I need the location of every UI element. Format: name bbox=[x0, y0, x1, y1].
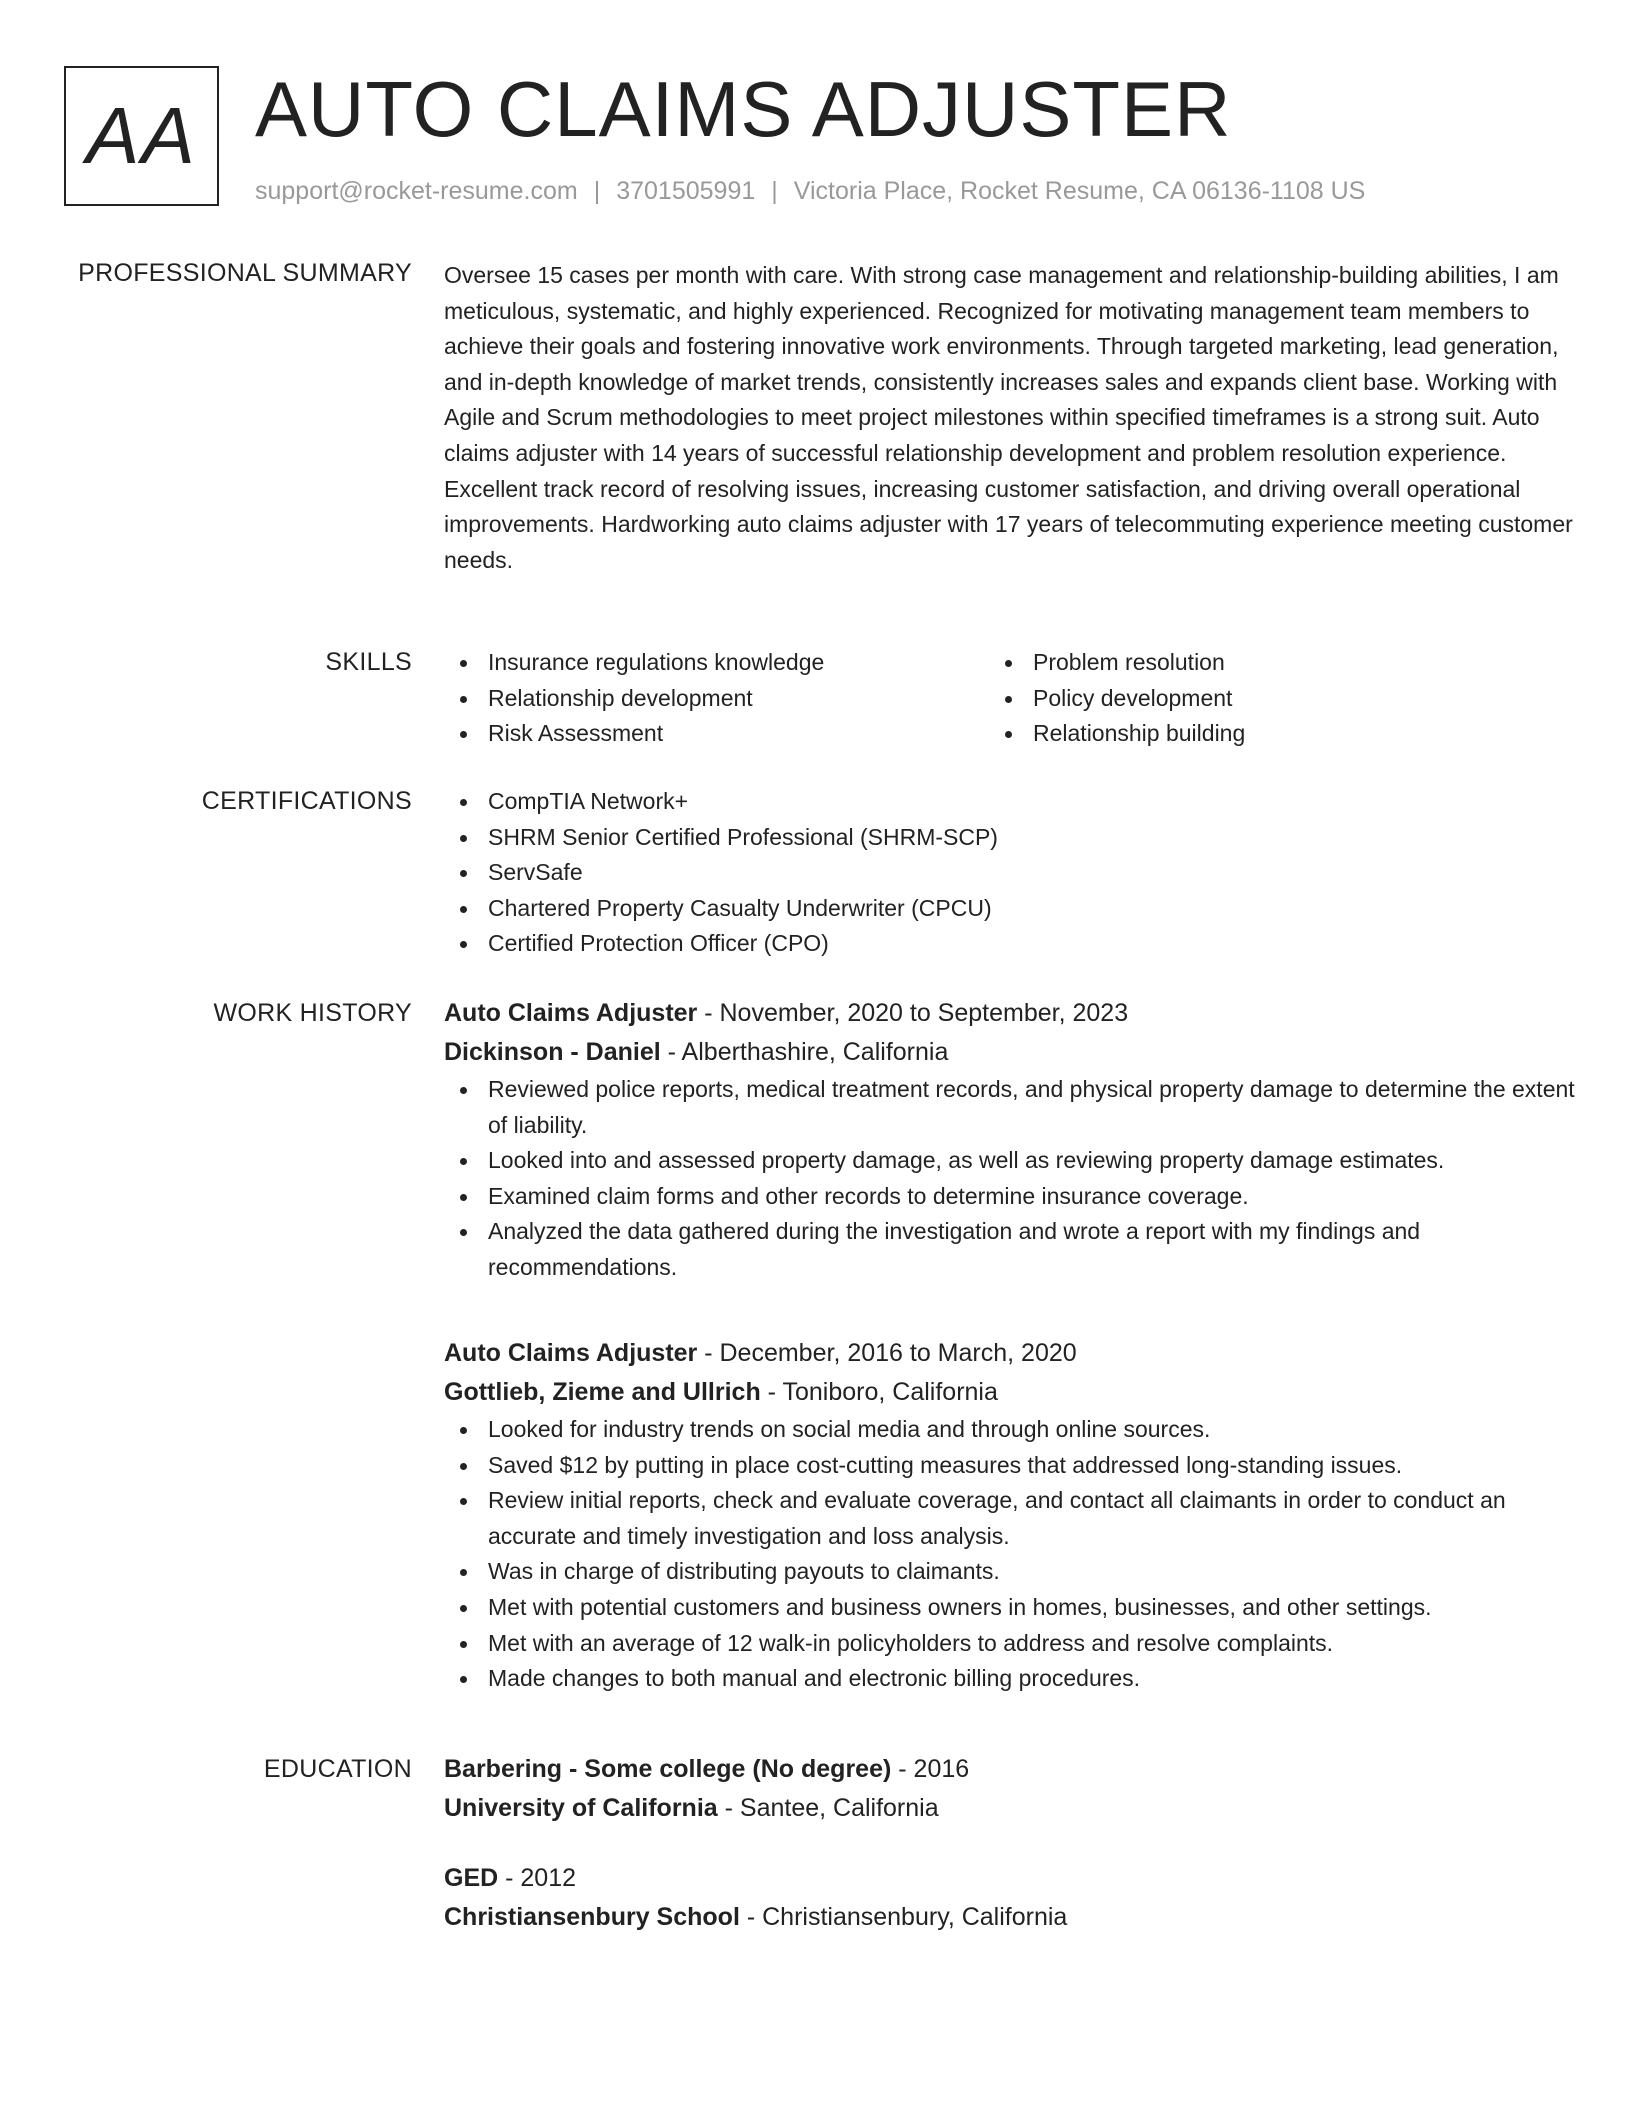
job-location: - Alberthashire, California bbox=[660, 1038, 949, 1066]
summary-text: Oversee 15 cases per month with care. With strong case management and relationship-building abilities, I am meticulous, systematic, and highly experienced. Recognized for motivating management team members to achieve their goals and fostering innovative work environments. Through targeted marketing, lead generation, and in-depth knowledge of market trends, consistently increases sales and expands client base. Working with Agile and Scrum methodologies to meet project milestones within specified timeframes is a strong suit. Auto claims adjuster with 14 years of successful relationship development and problem resolution experience. Excellent track record of resolving issues, increasing customer satisfaction, and driving overall operational improvements. Hardworking auto claims adjuster with 17 years of telecommuting experience meeting customer needs. bbox=[444, 262, 1573, 573]
monogram-box bbox=[64, 66, 219, 206]
education-school: University of California bbox=[444, 1794, 718, 1822]
skill-item: Relationship building bbox=[989, 716, 1489, 752]
education-degree: Barbering - Some college (No degree) bbox=[444, 1755, 892, 1783]
job-entry bbox=[444, 994, 1584, 1286]
monogram: AA bbox=[86, 91, 197, 180]
job-bullet: Made changes to both manual and electronic billing procedures. bbox=[444, 1661, 1584, 1697]
job-company-line bbox=[444, 1033, 1584, 1072]
certifications-list bbox=[444, 784, 1584, 962]
education-location: - Santee, California bbox=[717, 1794, 939, 1822]
job-company-line bbox=[444, 1373, 1584, 1412]
job-title-line bbox=[444, 994, 1584, 1033]
resume-title: AUTO CLAIMS ADJUSTER bbox=[255, 65, 1232, 153]
resume-header bbox=[64, 66, 1584, 211]
job-bullet: Analyzed the data gathered during the investigation and wrote a report with my findings and recommendations. bbox=[444, 1214, 1584, 1285]
contact-email[interactable]: support@rocket-resume.com bbox=[255, 177, 578, 205]
education-year: - 2012 bbox=[498, 1864, 577, 1892]
section-label-education: EDUCATION bbox=[263, 1755, 412, 1783]
section-label-summary: PROFESSIONAL SUMMARY bbox=[78, 259, 412, 287]
certification-item: Certified Protection Officer (CPO) bbox=[444, 926, 1584, 962]
skills-list-right bbox=[989, 645, 1489, 752]
skill-item: Relationship development bbox=[444, 681, 989, 717]
job-bullet: Was in charge of distributing payouts to claimants. bbox=[444, 1554, 1584, 1590]
job-entry bbox=[444, 1334, 1584, 1697]
education-school: Christiansenbury School bbox=[444, 1903, 740, 1931]
job-title: Auto Claims Adjuster bbox=[444, 999, 698, 1027]
contact-separator: | bbox=[771, 177, 778, 205]
certification-item: CompTIA Network+ bbox=[444, 784, 1584, 820]
job-bullet: Reviewed police reports, medical treatment records, and physical property damage to determine the extent of liability. bbox=[444, 1072, 1584, 1143]
job-dates: - December, 2016 to March, 2020 bbox=[697, 1339, 1077, 1367]
education-entry bbox=[444, 1859, 1584, 1937]
job-bullet: Saved $12 by putting in place cost-cutting measures that addressed long-standing issues. bbox=[444, 1448, 1584, 1484]
contact-address: Victoria Place, Rocket Resume, CA 06136-1108 US bbox=[793, 177, 1366, 205]
job-bullet: Examined claim forms and other records to determine insurance coverage. bbox=[444, 1179, 1584, 1215]
job-bullet: Looked for industry trends on social media and through online sources. bbox=[444, 1412, 1584, 1448]
education-degree-line bbox=[444, 1859, 1584, 1898]
section-label-work-history: WORK HISTORY bbox=[213, 999, 412, 1027]
section-label-skills: SKILLS bbox=[325, 648, 412, 676]
job-bullet: Review initial reports, check and evaluate coverage, and contact all claimants in order to conduct an accurate and timely investigation and loss analysis. bbox=[444, 1483, 1584, 1554]
education-school-line bbox=[444, 1898, 1584, 1937]
contact-separator: | bbox=[593, 177, 601, 205]
job-location: - Toniboro, California bbox=[760, 1378, 998, 1406]
job-bullets bbox=[444, 1072, 1584, 1286]
education-degree: GED bbox=[444, 1864, 499, 1892]
education-school-line bbox=[444, 1789, 1584, 1828]
certification-item: ServSafe bbox=[444, 855, 1584, 891]
job-company: Dickinson - Daniel bbox=[444, 1038, 661, 1066]
contact-phone[interactable]: 3701505991 bbox=[616, 177, 756, 205]
skill-item: Risk Assessment bbox=[444, 716, 989, 752]
job-bullet: Met with potential customers and business owners in homes, businesses, and other settings. bbox=[444, 1590, 1584, 1626]
job-company: Gottlieb, Zieme and Ullrich bbox=[444, 1378, 761, 1406]
education-entry bbox=[444, 1750, 1584, 1828]
job-dates: - November, 2020 to September, 2023 bbox=[697, 999, 1129, 1027]
education-degree-line bbox=[444, 1750, 1584, 1789]
job-bullet: Met with an average of 12 walk-in policyholders to address and resolve complaints. bbox=[444, 1626, 1584, 1662]
certification-item: Chartered Property Casualty Underwriter (CPCU) bbox=[444, 891, 1584, 927]
skill-item: Problem resolution bbox=[989, 645, 1489, 681]
contact-line bbox=[255, 174, 1365, 208]
job-title: Auto Claims Adjuster bbox=[444, 1339, 698, 1367]
job-title-line bbox=[444, 1334, 1584, 1373]
job-bullets bbox=[444, 1412, 1584, 1697]
certification-item: SHRM Senior Certified Professional (SHRM-SCP) bbox=[444, 820, 1584, 856]
education-location: - Christiansenbury, California bbox=[739, 1903, 1068, 1931]
skill-item: Policy development bbox=[989, 681, 1489, 717]
job-bullet: Looked into and assessed property damage, as well as reviewing property damage estimates. bbox=[444, 1143, 1584, 1179]
skills-list-left bbox=[444, 645, 989, 752]
education-year: - 2016 bbox=[891, 1755, 970, 1783]
section-label-certifications: CERTIFICATIONS bbox=[201, 787, 412, 815]
skill-item: Insurance regulations knowledge bbox=[444, 645, 989, 681]
